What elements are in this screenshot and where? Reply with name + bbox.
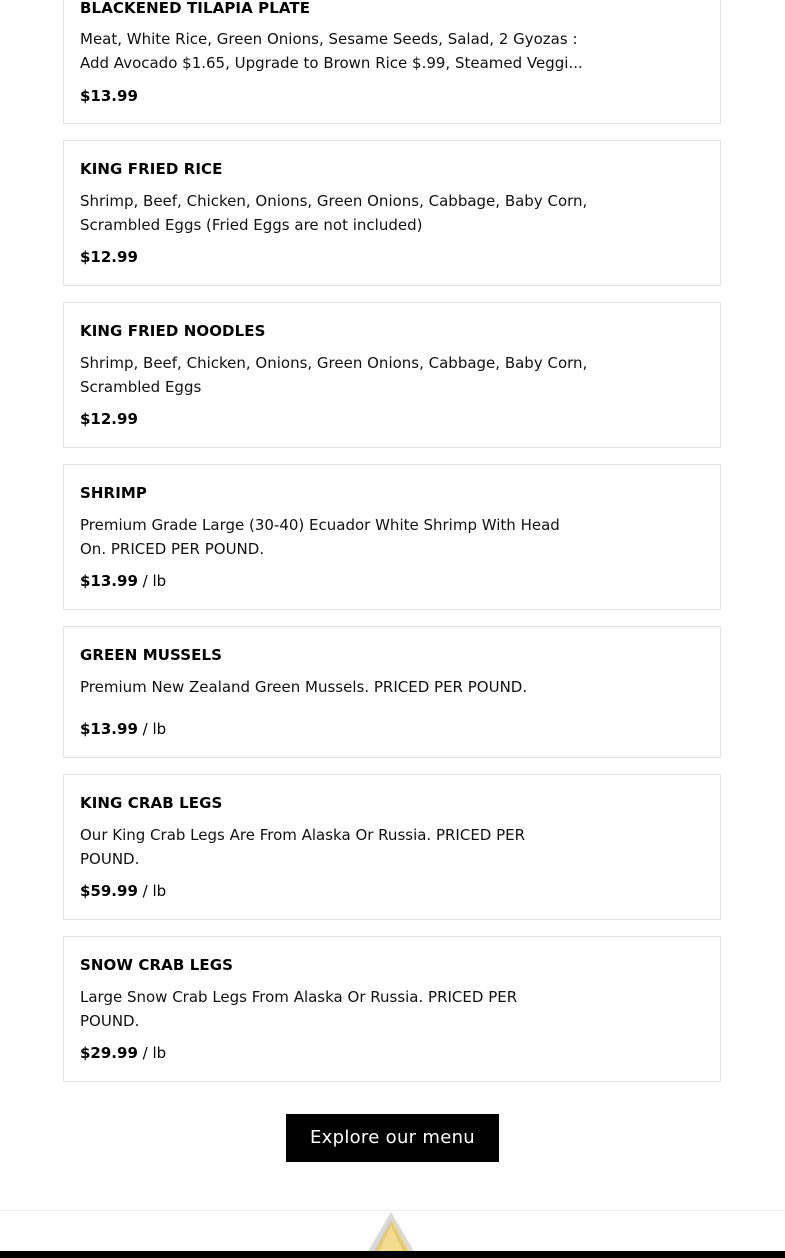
menu-item-description-line: Premium Grade Large (30-40) Ecuador White Shrimp With Head [80,516,560,534]
price-amount: $29.99 [80,1044,138,1062]
menu-item-description-line: Meat, White Rice, Green Onions, Sesame Seeds, Salad, 2 Gyozas : [80,30,578,48]
menu-item-name: SHRIMP [80,484,148,502]
menu-item-description-line: Scrambled Eggs [80,378,202,396]
menu-item-price [80,720,166,738]
menu-item-description-line: Scrambled Eggs (Fried Eggs are not included) [80,216,423,234]
menu-item-description-line: POUND. [80,850,140,868]
menu-item-card[interactable] [63,464,721,610]
menu-item-price [80,572,166,590]
price-amount: $13.99 [80,572,138,590]
price-unit: / lb [142,720,167,738]
menu-item-description-line: POUND. [80,1012,140,1030]
menu-item-description [80,27,583,75]
menu-item-description-line: Shrimp, Beef, Chicken, Onions, Green Onions, Cabbage, Baby Corn, [80,192,588,210]
menu-item-name: SNOW CRAB LEGS [80,956,234,974]
price-amount: $12.99 [80,410,138,428]
menu-item-price [80,87,138,105]
menu-item-price [80,248,138,266]
menu-item-description [80,823,580,871]
menu-item-card[interactable] [63,140,721,286]
menu-item-name: BLACKENED TILAPIA PLATE [80,0,311,17]
price-unit: / lb [142,572,167,590]
menu-item-description-line: Shrimp, Beef, Chicken, Onions, Green Onions, Cabbage, Baby Corn, [80,354,588,372]
menu-item-card[interactable] [63,626,721,758]
menu-item-description-line: On. PRICED PER POUND. [80,540,265,558]
menu-item-name: GREEN MUSSELS [80,646,223,664]
menu-item-description-line: Premium New Zealand Green Mussels. PRICED PER POUND. [80,678,528,696]
menu-item-description [80,513,580,561]
menu-item-price [80,882,166,900]
price-amount: $13.99 [80,720,138,738]
menu-item-description-line: Our King Crab Legs Are From Alaska Or Russia. PRICED PER [80,826,526,844]
menu-item-description [80,189,588,237]
footer-bar [0,1251,785,1258]
menu-item-price [80,410,138,428]
menu-item-card[interactable] [63,936,721,1082]
menu-item-card[interactable] [63,302,721,448]
price-amount: $12.99 [80,248,138,266]
menu-item-description-line: Add Avocado $1.65, Upgrade to Brown Rice $.99, Steamed Veggi... [80,54,583,72]
price-unit: / lb [142,1044,167,1062]
menu-item-description [80,351,588,399]
price-amount: $59.99 [80,882,138,900]
menu-item-description-line: Large Snow Crab Legs From Alaska Or Russia. PRICED PER [80,988,518,1006]
explore-menu-button[interactable]: Explore our menu [286,1114,499,1162]
menu-item-description [80,985,580,1033]
price-unit: / lb [142,882,167,900]
menu-item-name: KING FRIED RICE [80,160,223,178]
menu-item-name: KING FRIED NOODLES [80,322,266,340]
menu-item-card[interactable] [63,774,721,920]
menu-item-card[interactable] [63,0,721,124]
menu-item-price [80,1044,166,1062]
menu-item-description [80,675,580,699]
menu-item-name: KING CRAB LEGS [80,794,223,812]
price-amount: $13.99 [80,87,138,105]
